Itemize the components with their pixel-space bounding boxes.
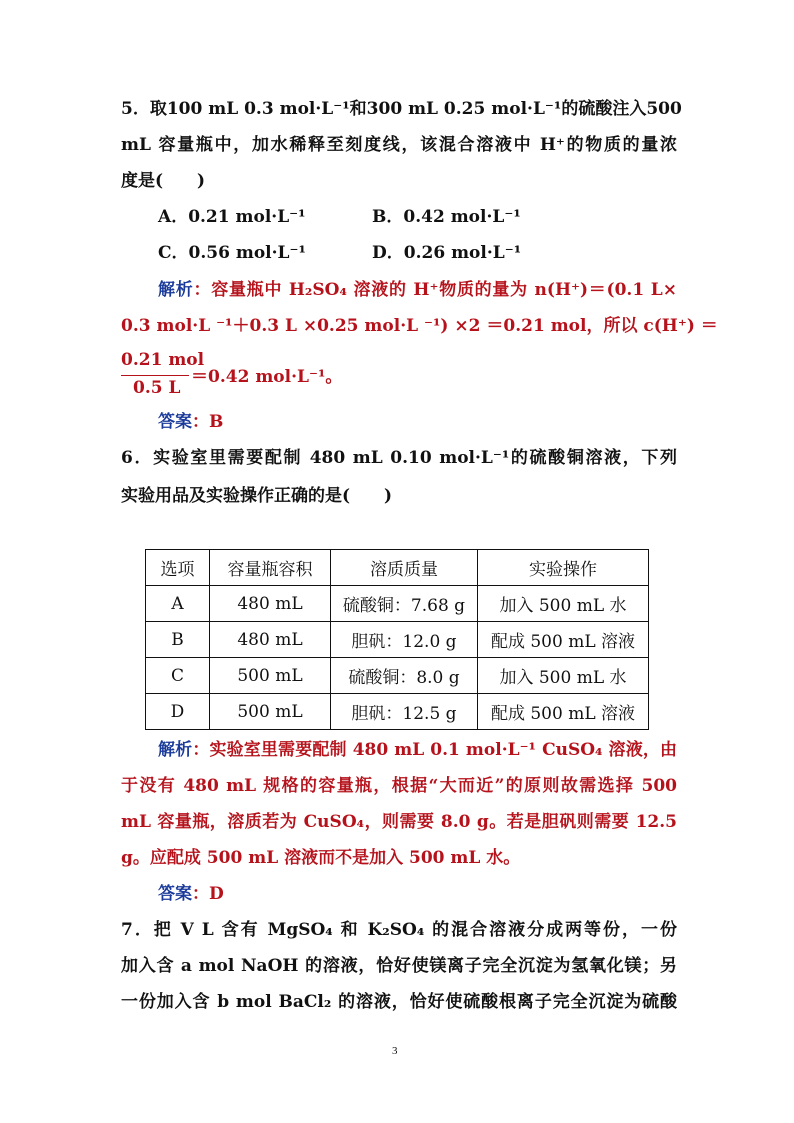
table-cell: D <box>146 694 210 730</box>
q6-analysis-line3: mL 容量瓶，溶质若为 CuSO₄，则需要 8.0 g。若是胆矾则需要 12.5 <box>121 812 677 832</box>
q5-fraction-bar <box>121 375 189 376</box>
q5-option-a: A．0.21 mol·L⁻¹ <box>158 207 306 227</box>
table-cell: 480 mL <box>210 586 331 622</box>
table-cell: 500 mL <box>210 658 331 694</box>
q5-analysis-line2: 0.3 mol·L ⁻¹＋0.3 L ×0.25 mol·L ⁻¹) ×2 ＝0.21 mol，所以 c(H⁺) ＝ <box>121 316 718 336</box>
q6-line2: 实验用品及实验操作正确的是( ) <box>121 486 393 506</box>
table-cell: 硫酸铜：7.68 g <box>331 586 478 622</box>
q7-line3: 一份加入含 b mol BaCl₂ 的溶液，恰好使硫酸根离子完全沉淀为硫酸 <box>121 992 677 1012</box>
q6-analysis-label: 解析 <box>158 740 193 760</box>
table-cell: 加入 500 mL 水 <box>478 586 649 622</box>
table-cell: 胆矾：12.0 g <box>331 622 478 658</box>
table-cell: C <box>146 658 210 694</box>
q7-line1: 7．把 V L 含有 MgSO₄ 和 K₂SO₄ 的混合溶液分成两等份，一份 <box>121 920 677 940</box>
q5-fraction-denominator: 0.5 L <box>133 378 181 398</box>
table-cell: 500 mL <box>210 694 331 730</box>
table-cell: 480 mL <box>210 622 331 658</box>
table-header-row <box>146 550 649 586</box>
q6-analysis-line4: g。应配成 500 mL 溶液而不是加入 500 mL 水。 <box>121 848 521 868</box>
q5-fraction-result: ＝0.42 mol·L⁻¹。 <box>191 367 343 387</box>
table-row <box>146 622 649 658</box>
q5-analysis-text1: ：容量瓶中 H₂SO₄ 溶液的 H⁺物质的量为 n(H⁺)＝(0.1 L× <box>193 280 677 300</box>
q5-answer <box>158 410 714 434</box>
table-cell: 配成 500 mL 溶液 <box>478 622 649 658</box>
page-number: 3 <box>392 1045 398 1057</box>
q7-line2: 加入含 a mol NaOH 的溶液，恰好使镁离子完全沉淀为氢氧化镁；另 <box>121 956 677 976</box>
q5-answer-label: 答案 <box>158 412 192 432</box>
q5-answer-value: ：B <box>192 412 224 432</box>
q6-analysis-line1 <box>158 738 677 762</box>
table-cell: 配成 500 mL 溶液 <box>478 694 649 730</box>
options-table <box>145 549 649 730</box>
table-row <box>146 694 649 730</box>
q6-answer <box>158 882 714 906</box>
table-row <box>146 658 649 694</box>
table-cell: 胆矾：12.5 g <box>331 694 478 730</box>
q5-option-d: D．0.26 mol·L⁻¹ <box>372 243 522 263</box>
table-header-cell: 溶质质量 <box>331 550 478 586</box>
q6-line1: 6．实验室里需要配制 480 mL 0.10 mol·L⁻¹的硫酸铜溶液，下列 <box>121 448 677 468</box>
table-cell: A <box>146 586 210 622</box>
q6-answer-label: 答案 <box>158 884 192 904</box>
q5-analysis-line1 <box>158 278 677 302</box>
table-row <box>146 586 649 622</box>
q6-answer-value: ：D <box>192 884 224 904</box>
q5-line2: mL 容量瓶中，加水稀释至刻度线，该混合溶液中 H⁺的物质的量浓 <box>121 135 677 155</box>
q6-analysis-text1: ：实验室里需要配制 480 mL 0.1 mol·L⁻¹ CuSO₄ 溶液，由 <box>192 740 678 760</box>
table-header-cell: 选项 <box>146 550 210 586</box>
table-header-cell: 实验操作 <box>478 550 649 586</box>
q5-analysis-label: 解析 <box>158 280 194 300</box>
table-cell: 硫酸铜：8.0 g <box>331 658 478 694</box>
q5-fraction-numerator: 0.21 mol <box>121 350 205 370</box>
table-header-cell: 容量瓶容积 <box>210 550 331 586</box>
table-cell: B <box>146 622 210 658</box>
q6-analysis-line2: 于没有 480 mL 规格的容量瓶，根据“大而近”的原则故需选择 500 <box>121 776 677 796</box>
q5-option-c: C．0.56 mol·L⁻¹ <box>158 243 306 263</box>
q5-line3: 度是( ) <box>121 171 206 191</box>
q5-line1: 5．取100 mL 0.3 mol·L⁻¹和300 mL 0.25 mol·L⁻¹的硫酸注入500 <box>121 99 682 119</box>
table-cell: 加入 500 mL 水 <box>478 658 649 694</box>
q5-option-b: B．0.42 mol·L⁻¹ <box>372 207 521 227</box>
